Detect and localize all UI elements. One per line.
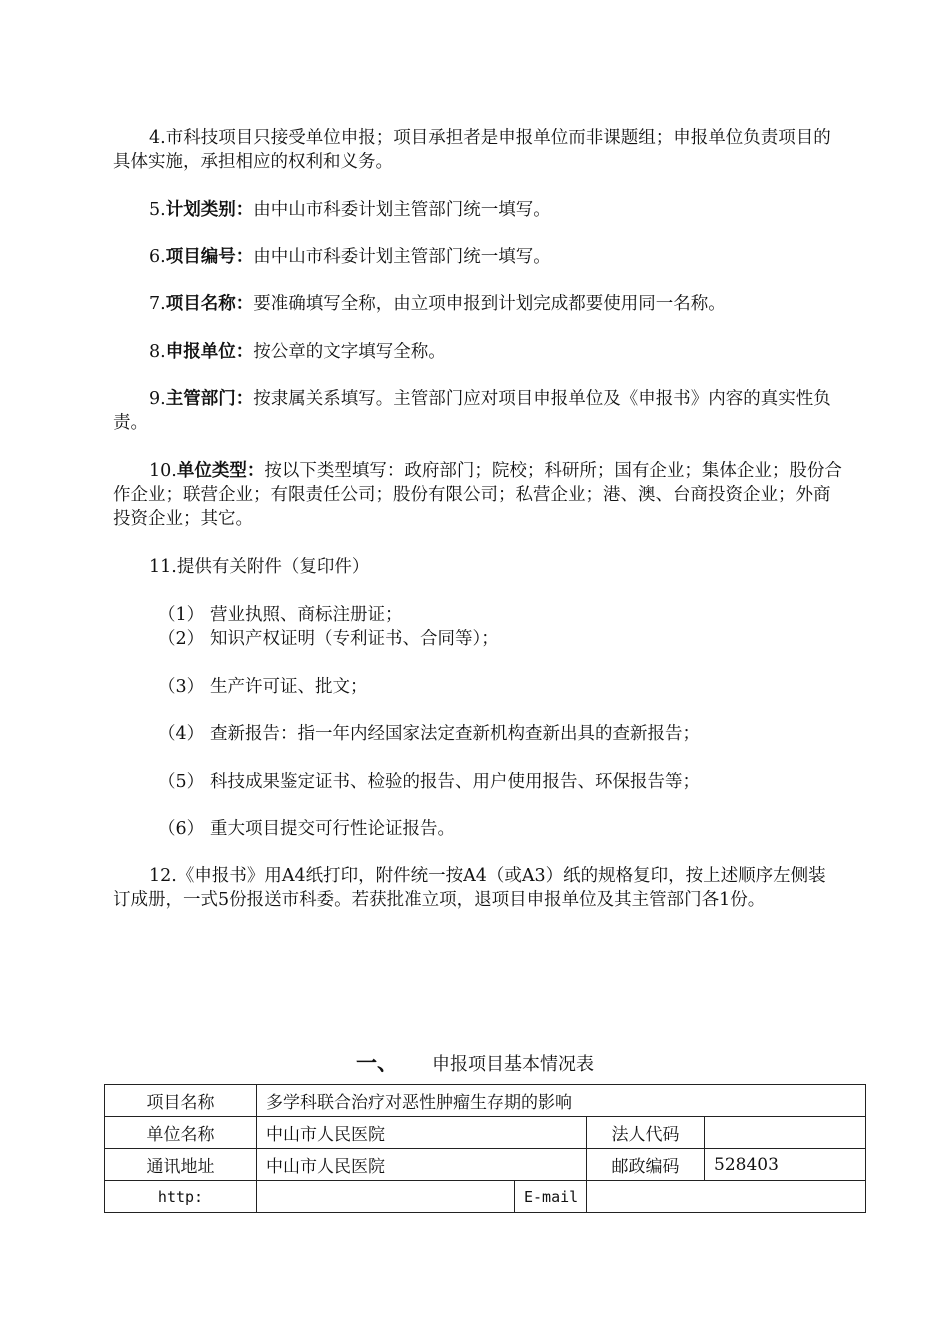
attachment-item: （4） 查新报告：指一年内经国家法定查新机构查新出具的查新报告； (158, 724, 700, 744)
table-row (105, 1117, 866, 1149)
note-8: 8.申报单位：按公章的文字填写全称。 (149, 342, 446, 362)
note-8-term: 申报单位： (165, 342, 254, 362)
note-9: 9.主管部门：按隶属关系填写。主管部门应对项目申报单位及《申报书》内容的真实性负责。 (113, 389, 831, 433)
unit-name-value: 中山市人民医院 (257, 1117, 587, 1149)
note-7-term: 项目名称： (165, 294, 254, 314)
note-6-term: 项目编号： (165, 247, 254, 267)
section-heading (0, 1050, 950, 1078)
email-label: E-mail (515, 1181, 587, 1213)
http-value (257, 1181, 515, 1213)
email-value (587, 1181, 866, 1213)
note-6: 6.项目编号：由中山市科委计划主管部门统一填写。 (149, 247, 551, 267)
http-label: http: (105, 1181, 257, 1213)
note-7: 7.项目名称：要准确填写全称，由立项申报到计划完成都要使用同一名称。 (149, 294, 726, 314)
section-title: 申报项目基本情况表 (432, 1054, 594, 1075)
table-row (105, 1181, 866, 1213)
note-9-term: 主管部门： (165, 389, 254, 409)
attachment-item: （5） 科技成果鉴定证书、检验的报告、用户使用报告、环保报告等； (158, 772, 700, 792)
note-11: 11.提供有关附件（复印件） (149, 557, 370, 577)
project-name-value: 多学科联合治疗对恶性肿瘤生存期的影响 (257, 1085, 866, 1117)
note-12: 12.《申报书》用A4纸打印，附件统一按A4（或A3）纸的规格复印，按上述顺序左侧装订成册，一式5份报送市科委。若获批准立项，退项目申报单位及其主管部门各1份。 (113, 866, 826, 910)
note-5: 5.计划类别：由中山市科委计划主管部门统一填写。 (149, 200, 551, 220)
legal-code-value (705, 1117, 866, 1149)
attachment-item: （2） 知识产权证明（专利证书、合同等）； (158, 629, 499, 649)
attachment-item: （1） 营业执照、商标注册证； (158, 605, 403, 625)
attachment-item: （6） 重大项目提交可行性论证报告。 (158, 819, 455, 839)
note-10-term: 单位类型： (176, 461, 265, 481)
postcode-value: 528403 (705, 1149, 866, 1181)
note-5-term: 计划类别： (165, 200, 254, 220)
postcode-label: 邮政编码 (587, 1149, 705, 1181)
note-4: 4.市科技项目只接受单位申报；项目承担者是申报单位而非课题组；申报单位负责项目的具体实施，承担相应的权利和义务。 (113, 128, 831, 172)
table-row (105, 1085, 866, 1117)
project-info-table (104, 1084, 866, 1213)
unit-name-label: 单位名称 (105, 1117, 257, 1149)
note-10: 10.单位类型：按以下类型填写：政府部门；院校；科研所；国有企业；集体企业；股份合作企业；联营企业；有限责任公司；股份有限公司；私营企业；港、澳、台商投资企业；外商投资企业；其它。 (113, 461, 842, 529)
legal-code-label: 法人代码 (587, 1117, 705, 1149)
table-row (105, 1149, 866, 1181)
project-name-label: 项目名称 (105, 1085, 257, 1117)
address-label: 通讯地址 (105, 1149, 257, 1181)
attachment-item: （3） 生产许可证、批文； (158, 677, 368, 697)
section-number: 一、 (356, 1050, 398, 1075)
address-value: 中山市人民医院 (257, 1149, 587, 1181)
